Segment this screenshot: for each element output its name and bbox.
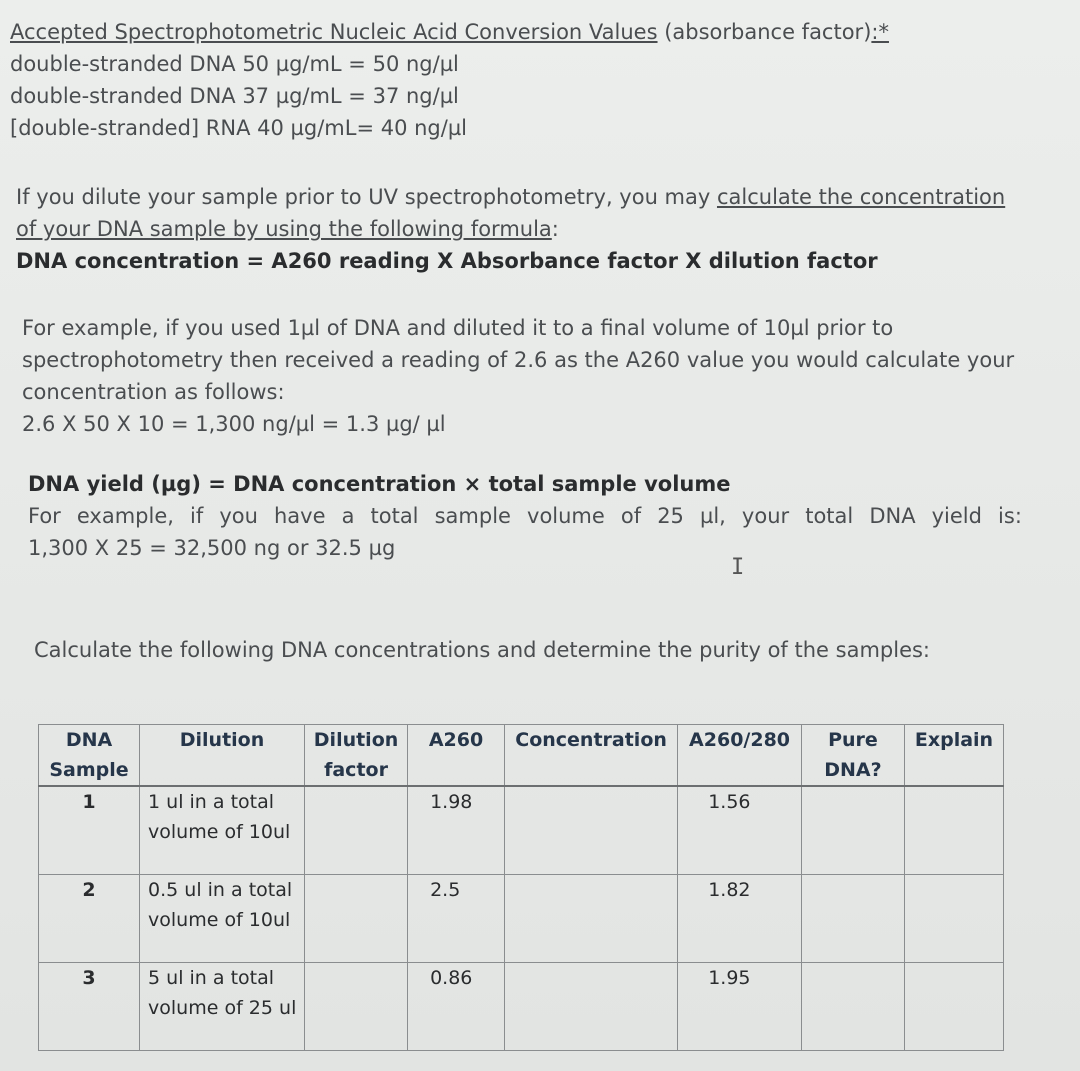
yield-equation: DNA yield (µg) = DNA concentration × total sample volume bbox=[28, 472, 731, 496]
yield-result: 1,300 X 25 = 32,500 ng or 32.5 µg bbox=[28, 536, 396, 560]
cell-a260: 0.86 bbox=[408, 962, 505, 1050]
cell-sample: 1 bbox=[39, 786, 140, 874]
yield-example-word: volume bbox=[527, 504, 605, 528]
yield-example-line bbox=[28, 500, 1022, 532]
cell-pure-dna[interactable] bbox=[801, 962, 904, 1050]
example-line-3: concentration as follows: bbox=[22, 380, 285, 404]
header-concentration: Concentration bbox=[504, 725, 677, 787]
example-section bbox=[22, 312, 1070, 440]
cell-dilution: 0.5 ul in a total volume of 10ul bbox=[140, 874, 305, 962]
table-row bbox=[39, 962, 1004, 1050]
cell-explain[interactable] bbox=[904, 962, 1003, 1050]
header-dna-sample: DNA Sample bbox=[39, 725, 140, 787]
conversion-heading-title: Accepted Spectrophotometric Nucleic Acid Conversion Values bbox=[10, 20, 658, 44]
yield-example-word: total bbox=[805, 504, 854, 528]
yield-example-word: sample bbox=[434, 504, 511, 528]
cell-a260: 2.5 bbox=[408, 874, 505, 962]
yield-example-word: total bbox=[370, 504, 419, 528]
formula-intro-text: If you dilute your sample prior to UV spectrophotometry, you may bbox=[16, 185, 717, 209]
yield-example-word: 25 bbox=[657, 504, 684, 528]
cell-sample: 2 bbox=[39, 874, 140, 962]
cell-a260-280: 1.82 bbox=[678, 874, 802, 962]
table-row bbox=[39, 786, 1004, 874]
header-dilution-factor: Dilution factor bbox=[304, 725, 407, 787]
yield-example-word: DNA bbox=[869, 504, 916, 528]
yield-example-word: µl, bbox=[699, 504, 726, 528]
cell-concentration[interactable] bbox=[504, 874, 677, 962]
formula-intro-line-1 bbox=[16, 181, 1070, 213]
formula-intro-colon: : bbox=[551, 217, 559, 241]
table-row bbox=[39, 874, 1004, 962]
yield-example-word: if bbox=[190, 504, 204, 528]
cell-pure-dna[interactable] bbox=[801, 786, 904, 874]
cell-sample: 3 bbox=[39, 962, 140, 1050]
cell-a260: 1.98 bbox=[408, 786, 505, 874]
yield-example-word: your bbox=[741, 504, 790, 528]
yield-section bbox=[28, 468, 1022, 564]
yield-example-word: For bbox=[28, 504, 61, 528]
instruction-section bbox=[34, 634, 1070, 666]
yield-example-word: a bbox=[341, 504, 355, 528]
cell-dilution-factor[interactable] bbox=[304, 962, 407, 1050]
cell-concentration[interactable] bbox=[504, 962, 677, 1050]
header-explain: Explain bbox=[904, 725, 1003, 787]
conversion-heading-suffix: :* bbox=[871, 20, 889, 44]
cell-explain[interactable] bbox=[904, 786, 1003, 874]
example-line-2: spectrophotometry then received a reading of 2.6 as the A260 value you would calculate your bbox=[22, 348, 1015, 372]
yield-example-word: you bbox=[219, 504, 258, 528]
cell-pure-dna[interactable] bbox=[801, 874, 904, 962]
cell-explain[interactable] bbox=[904, 874, 1003, 962]
header-a260: A260 bbox=[408, 725, 505, 787]
yield-example-word: is: bbox=[998, 504, 1022, 528]
cell-dilution: 5 ul in a total volume of 25 ul bbox=[140, 962, 305, 1050]
yield-example-word: yield bbox=[931, 504, 982, 528]
formula-equation: DNA concentration = A260 reading X Absorbance factor X dilution factor bbox=[16, 249, 878, 273]
formula-intro-underlined-2: of your DNA sample by using the following formula bbox=[16, 217, 552, 241]
instruction-text: Calculate the following DNA concentrations and determine the purity of the samples: bbox=[34, 638, 931, 662]
dna-samples-table bbox=[38, 724, 1004, 1051]
yield-example-word: of bbox=[620, 504, 642, 528]
conversion-line-dsdna-37: double-stranded DNA 37 µg/mL = 37 ng/µl bbox=[10, 84, 459, 108]
formula-intro-line-2 bbox=[16, 213, 1070, 245]
example-calculation: 2.6 X 50 X 10 = 1,300 ng/µl = 1.3 µg/ µl bbox=[22, 412, 446, 436]
cell-dilution-factor[interactable] bbox=[304, 786, 407, 874]
example-line-1: For example, if you used 1µl of DNA and diluted it to a final volume of 10µl prior to bbox=[22, 316, 894, 340]
text-cursor-icon: I bbox=[731, 555, 745, 580]
cell-dilution-factor[interactable] bbox=[304, 874, 407, 962]
header-a260-280: A260/280 bbox=[678, 725, 802, 787]
formula-intro-underlined-1: calculate the concentration bbox=[716, 185, 1006, 209]
header-dilution: Dilution bbox=[140, 725, 305, 787]
conversion-line-dsdna-50: double-stranded DNA 50 µg/mL = 50 ng/µl bbox=[10, 52, 459, 76]
formula-section bbox=[16, 181, 1070, 277]
yield-example-word: example, bbox=[76, 504, 174, 528]
conversion-line-rna-40: [double-stranded] RNA 40 µg/mL= 40 ng/µl bbox=[10, 116, 468, 140]
header-pure-dna: Pure DNA? bbox=[801, 725, 904, 787]
cell-a260-280: 1.56 bbox=[678, 786, 802, 874]
conversion-heading-rest: (absorbance factor) bbox=[657, 20, 872, 44]
cell-a260-280: 1.95 bbox=[678, 962, 802, 1050]
yield-example-word: have bbox=[273, 504, 326, 528]
cell-concentration[interactable] bbox=[504, 786, 677, 874]
table-header-row bbox=[39, 725, 1004, 787]
conversion-values-section bbox=[10, 16, 1070, 144]
conversion-heading bbox=[10, 16, 1070, 48]
cell-dilution: 1 ul in a total volume of 10ul bbox=[140, 786, 305, 874]
